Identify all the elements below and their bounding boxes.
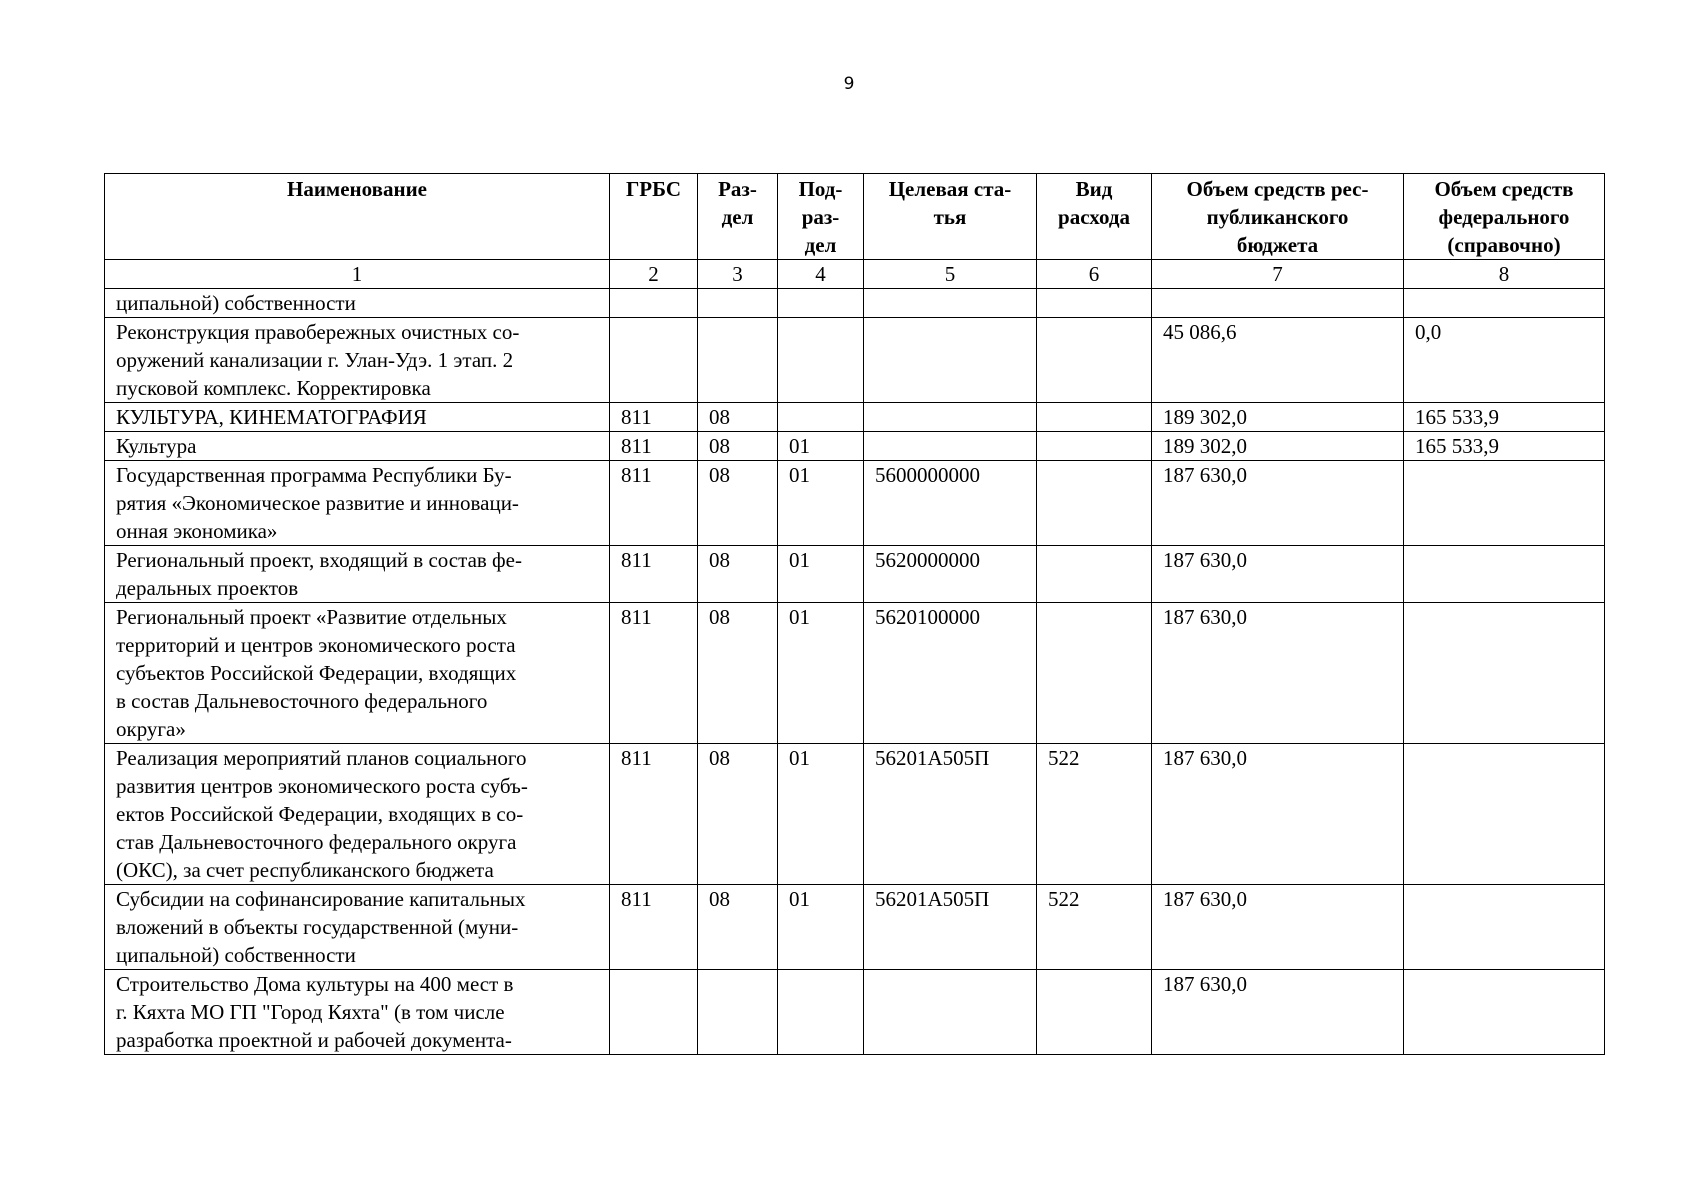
- row-obem-resp: 189 302,0: [1152, 432, 1404, 461]
- row-podrazdel: 01: [778, 603, 864, 744]
- column-number: 1: [105, 260, 610, 289]
- row-razdel: 08: [698, 603, 778, 744]
- row-name: Региональный проект «Развитие отдельных территорий и центров экономического роста субъектов Российской Федерации, входящих в состав Дальневосточного федерального округа»: [105, 603, 610, 744]
- row-obem-resp: 187 630,0: [1152, 603, 1404, 744]
- row-vid-raskhoda: [1037, 461, 1152, 546]
- row-vid-raskhoda: 522: [1037, 744, 1152, 885]
- header-obem-fed: Объем средств федерального (справочно): [1404, 174, 1605, 260]
- row-grbs: [610, 289, 698, 318]
- row-vid-raskhoda: [1037, 970, 1152, 1055]
- header-name: Наименование: [105, 174, 610, 260]
- row-celevaya-statya: [864, 318, 1037, 403]
- row-razdel: 08: [698, 744, 778, 885]
- row-razdel: [698, 318, 778, 403]
- table-row: [105, 970, 1605, 1055]
- row-obem-fed: 165 533,9: [1404, 432, 1605, 461]
- row-vid-raskhoda: [1037, 546, 1152, 603]
- row-podrazdel: 01: [778, 432, 864, 461]
- row-name: Государственная программа Республики Бу- рятия «Экономическое развитие и инноваци- онная экономика»: [105, 461, 610, 546]
- budget-table: [104, 173, 1605, 1055]
- row-razdel: 08: [698, 546, 778, 603]
- row-obem-resp: 187 630,0: [1152, 970, 1404, 1055]
- row-obem-fed: 165 533,9: [1404, 403, 1605, 432]
- row-podrazdel: 01: [778, 744, 864, 885]
- column-number: 5: [864, 260, 1037, 289]
- row-celevaya-statya: 56201А505П: [864, 744, 1037, 885]
- column-number-row: [105, 260, 1605, 289]
- row-podrazdel: [778, 289, 864, 318]
- row-podrazdel: [778, 403, 864, 432]
- row-obem-resp: 187 630,0: [1152, 546, 1404, 603]
- row-name: Реализация мероприятий планов социального развития центров экономического роста субъ- ектов Российской Федерации, входящих в со- став Дальневосточного федерального округа (ОКС), за счет республиканского бюджета: [105, 744, 610, 885]
- row-vid-raskhoda: [1037, 403, 1152, 432]
- row-obem-resp: 187 630,0: [1152, 885, 1404, 970]
- row-obem-fed: [1404, 461, 1605, 546]
- table-row: [105, 885, 1605, 970]
- row-grbs: 811: [610, 432, 698, 461]
- header-grbs: ГРБС: [610, 174, 698, 260]
- header-podrazdel: Под- раз- дел: [778, 174, 864, 260]
- row-grbs: 811: [610, 885, 698, 970]
- column-number: 2: [610, 260, 698, 289]
- row-celevaya-statya: [864, 432, 1037, 461]
- table-header-row: [105, 174, 1605, 260]
- row-grbs: 811: [610, 744, 698, 885]
- row-celevaya-statya: 5620000000: [864, 546, 1037, 603]
- row-razdel: 08: [698, 461, 778, 546]
- page-number: 9: [843, 74, 855, 94]
- row-grbs: 811: [610, 546, 698, 603]
- table-body: [105, 289, 1605, 1055]
- row-name: Региональный проект, входящий в состав фе- деральных проектов: [105, 546, 610, 603]
- row-razdel: [698, 970, 778, 1055]
- row-vid-raskhoda: [1037, 603, 1152, 744]
- row-celevaya-statya: [864, 289, 1037, 318]
- header-razdel: Раз- дел: [698, 174, 778, 260]
- row-celevaya-statya: 5600000000: [864, 461, 1037, 546]
- row-name: КУЛЬТУРА, КИНЕМАТОГРАФИЯ: [105, 403, 610, 432]
- row-grbs: [610, 970, 698, 1055]
- row-podrazdel: [778, 970, 864, 1055]
- row-obem-resp: 187 630,0: [1152, 744, 1404, 885]
- row-obem-fed: [1404, 603, 1605, 744]
- row-celevaya-statya: [864, 970, 1037, 1055]
- row-razdel: 08: [698, 432, 778, 461]
- header-vid-raskhoda: Вид расхода: [1037, 174, 1152, 260]
- table-row: [105, 546, 1605, 603]
- row-grbs: 811: [610, 461, 698, 546]
- header-obem-resp: Объем средств рес- публиканского бюджета: [1152, 174, 1404, 260]
- table-row: [105, 603, 1605, 744]
- column-number: 3: [698, 260, 778, 289]
- row-celevaya-statya: 56201А505П: [864, 885, 1037, 970]
- row-vid-raskhoda: [1037, 318, 1152, 403]
- row-obem-resp: 45 086,6: [1152, 318, 1404, 403]
- column-number: 4: [778, 260, 864, 289]
- column-number: 6: [1037, 260, 1152, 289]
- row-obem-resp: [1152, 289, 1404, 318]
- row-podrazdel: 01: [778, 546, 864, 603]
- row-obem-fed: [1404, 289, 1605, 318]
- row-podrazdel: 01: [778, 461, 864, 546]
- row-celevaya-statya: [864, 403, 1037, 432]
- column-number: 8: [1404, 260, 1605, 289]
- table-row: [105, 744, 1605, 885]
- row-name: Субсидии на софинансирование капитальных вложений в объекты государственной (муни- ципальной) собственности: [105, 885, 610, 970]
- row-obem-fed: [1404, 546, 1605, 603]
- row-obem-resp: 189 302,0: [1152, 403, 1404, 432]
- table-row: [105, 432, 1605, 461]
- row-name: Реконструкция правобережных очистных со- оружений канализации г. Улан-Удэ. 1 этап. 2 пусковой комплекс. Корректировка: [105, 318, 610, 403]
- row-vid-raskhoda: 522: [1037, 885, 1152, 970]
- row-grbs: 811: [610, 403, 698, 432]
- table-row: [105, 289, 1605, 318]
- row-vid-raskhoda: [1037, 289, 1152, 318]
- row-name: Строительство Дома культуры на 400 мест в г. Кяхта МО ГП "Город Кяхта" (в том числе разработка проектной и рабочей документа-: [105, 970, 610, 1055]
- row-name: Культура: [105, 432, 610, 461]
- row-obem-fed: [1404, 744, 1605, 885]
- row-vid-raskhoda: [1037, 432, 1152, 461]
- row-razdel: [698, 289, 778, 318]
- row-name: ципальной) собственности: [105, 289, 610, 318]
- row-podrazdel: [778, 318, 864, 403]
- table-row: [105, 461, 1605, 546]
- row-grbs: 811: [610, 603, 698, 744]
- table-row: [105, 403, 1605, 432]
- row-obem-fed: [1404, 885, 1605, 970]
- table-row: [105, 318, 1605, 403]
- row-celevaya-statya: 5620100000: [864, 603, 1037, 744]
- row-razdel: 08: [698, 403, 778, 432]
- row-obem-resp: 187 630,0: [1152, 461, 1404, 546]
- row-grbs: [610, 318, 698, 403]
- row-obem-fed: 0,0: [1404, 318, 1605, 403]
- header-celevaya-statya: Целевая ста- тья: [864, 174, 1037, 260]
- row-razdel: 08: [698, 885, 778, 970]
- row-obem-fed: [1404, 970, 1605, 1055]
- column-number: 7: [1152, 260, 1404, 289]
- row-podrazdel: 01: [778, 885, 864, 970]
